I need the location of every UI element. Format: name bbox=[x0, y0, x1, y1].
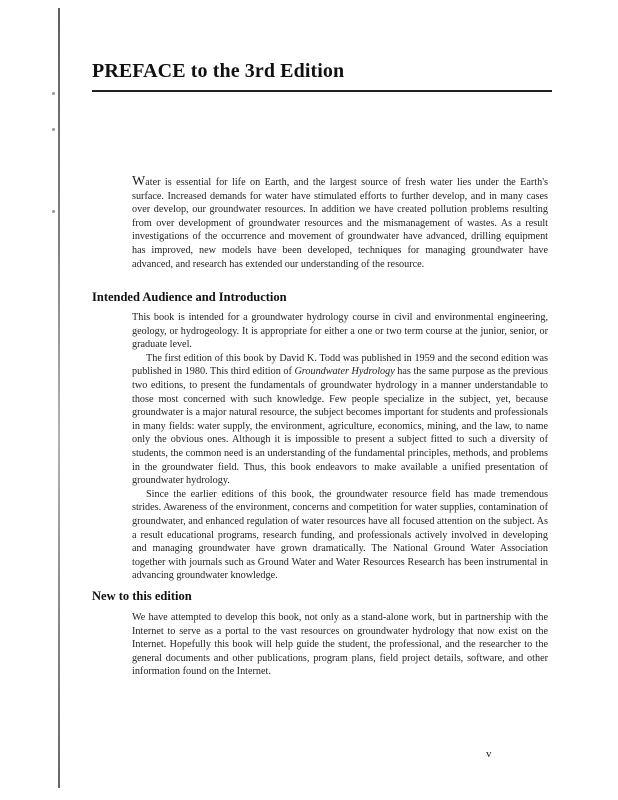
audience-paragraph-1: This book is intended for a groundwater hydrology course in civil and environmental engineering, geology, or hydrogeology. It is appropriate for either a one or two term course at the junior, senior, or graduate level. bbox=[132, 312, 548, 351]
audience-p2-text: has the same purpose as the previous two editions, to present the fundamentals of groundwater hydrology in a manner understandable to those most concerned with such knowledge. Few people specialize in the subject, yet, because groundwater is a major natural resource, the subject becomes important for students and professionals in many fields: water supply, the environment, agriculture, economics, mining, and the law, to name only the obvious ones. Although it is impossible to present a subject fitted to such a diversity of students, the common need is an understanding of the fundamental principles, methods, and problems in the groundwater field. Thus, this book endeavors to make available a unified presentation of groundwater hydrology. bbox=[132, 366, 548, 487]
scan-speck bbox=[52, 210, 55, 213]
page-number: v bbox=[486, 748, 492, 760]
scan-speck bbox=[52, 92, 55, 95]
book-title: Groundwater Hydrology bbox=[294, 366, 395, 378]
section-body-audience bbox=[132, 311, 548, 583]
new-edition-paragraph: We have attempted to develop this book, not only as a stand-alone work, but in partnership with the Internet to serve as a portal to the vast resources on groundwater hydrology that now exist on the Internet. Hopefully this book will help guide the student, the professional, and the researcher to the general documents and other publications, program plans, field project details, software, and other information found on the Internet. bbox=[132, 612, 548, 678]
section-heading-audience: Intended Audience and Introduction bbox=[92, 290, 287, 304]
page-title: PREFACE to the 3rd Edition bbox=[92, 60, 345, 82]
audience-paragraph-3: Since the earlier editions of this book, the groundwater resource field has made tremendous strides. Awareness of the environment, concerns and competition for water supplies, contamination of groundwater, and enhanced regulation of water resources have all focused attention on the subject. As a result educational programs, research funding, and professionals actively involved in developing and managing groundwater have grown dramatically. The National Ground Water Association together with journals such as Ground Water and Water Resources Research has been instrumental in advancing groundwater knowledge. bbox=[132, 488, 548, 582]
intro-paragraph bbox=[132, 175, 548, 271]
intro-dropcap: W bbox=[132, 174, 146, 189]
audience-paragraph-2 bbox=[132, 352, 548, 488]
scan-binding-edge bbox=[58, 8, 60, 788]
title-rule bbox=[92, 90, 552, 92]
section-heading-new-edition: New to this edition bbox=[92, 589, 192, 603]
scan-speck bbox=[52, 128, 55, 131]
audience-p2-text: The first edition of this book by David K. Todd was published in 1959 and the second edition was published in 1980. This third edition of bbox=[132, 352, 548, 378]
intro-text: ater is essential for life on Earth, and the largest source of fresh water lies under the Earth's surface. Increased demands for water have stimulated efforts to further develop, and in many cases over develop, our groundwater resources. In addition we have created pollution problems resulting from over development of groundwater resources and the mismanagement of wastes. As a result investigations of the occurrence and movement of groundwater have advanced, drilling equipment has improved, new models have been developed, techniques for managing groundwater have advanced, and research has extended our understanding of the resource. bbox=[132, 177, 548, 270]
